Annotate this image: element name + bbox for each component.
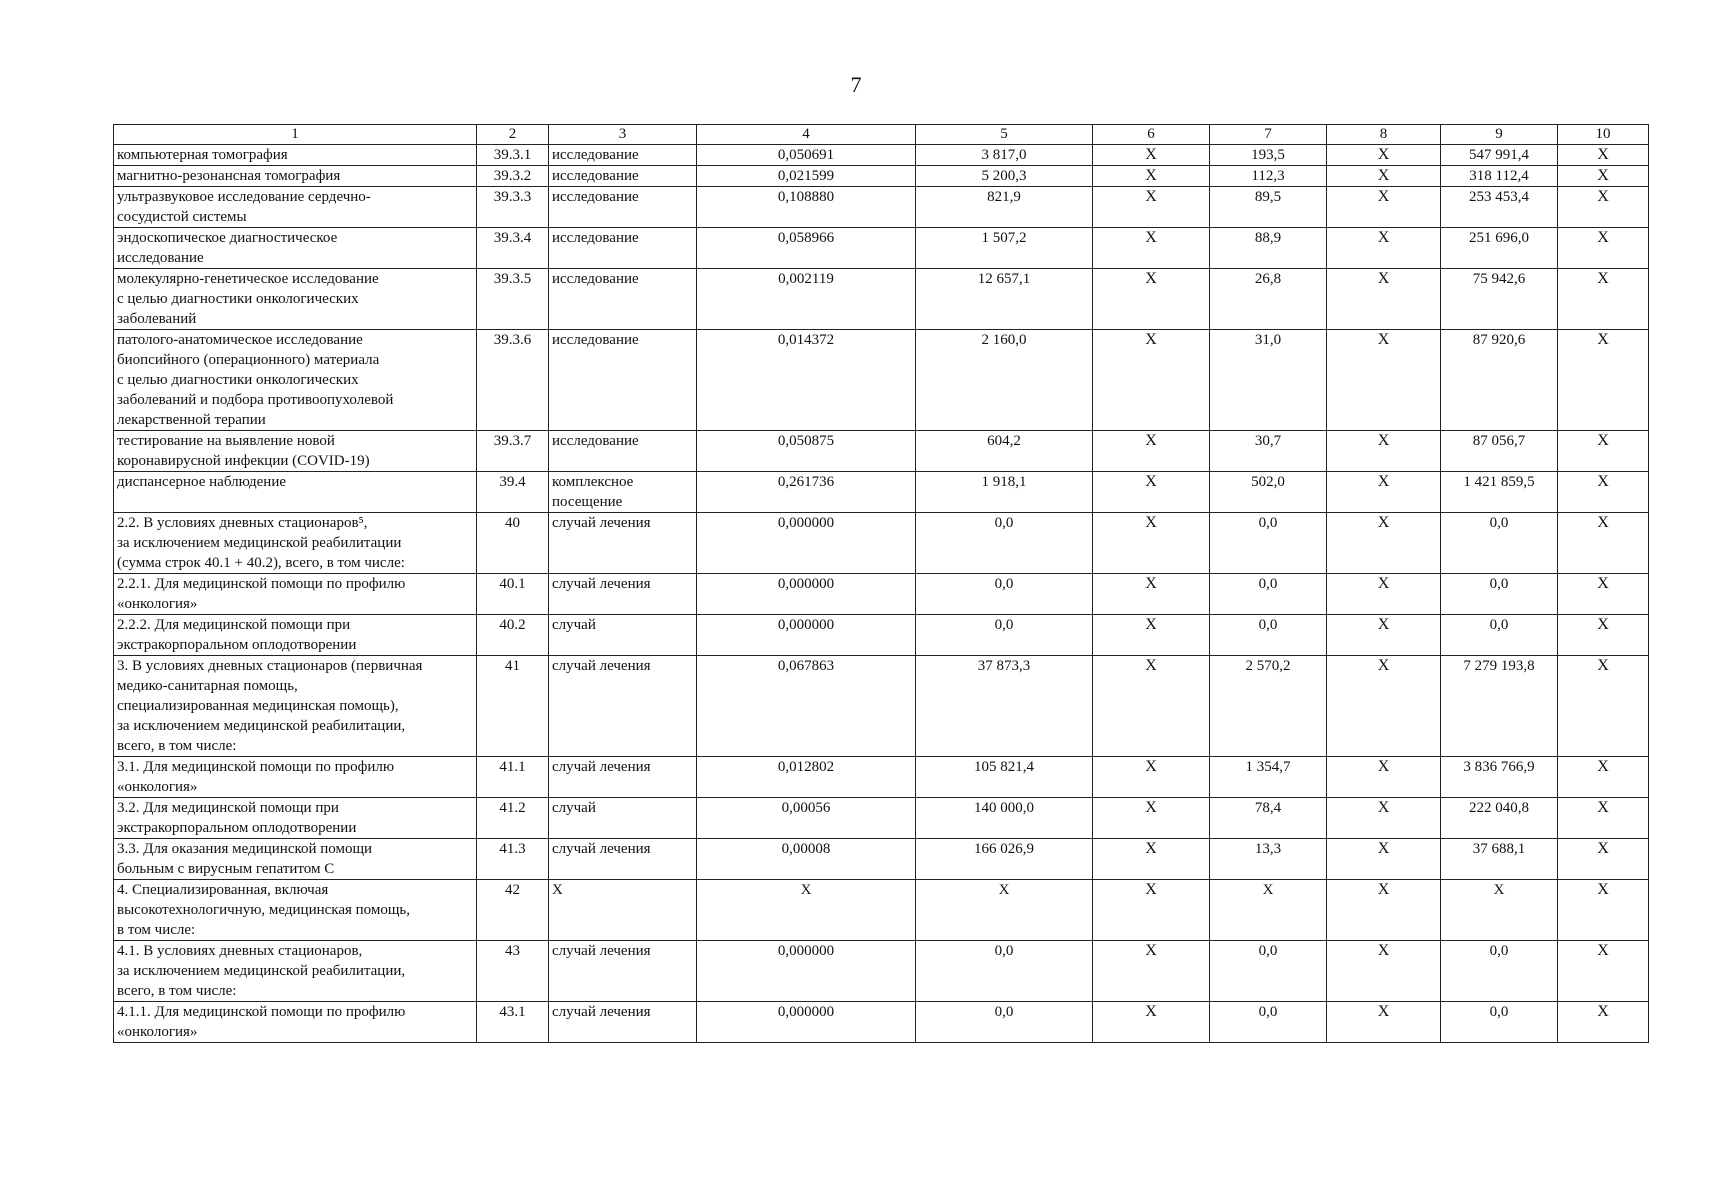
row-unit-cell: исследование xyxy=(549,228,697,269)
row-col4-cell: 0,067863 xyxy=(697,656,916,757)
row-code-cell: 43 xyxy=(477,941,549,1002)
row-col9-cell: 0,0 xyxy=(1441,941,1558,1002)
row-col4-cell: 0,050691 xyxy=(697,145,916,166)
row-col6-cell: X xyxy=(1093,798,1210,839)
row-col7-cell: 0,0 xyxy=(1210,574,1327,615)
row-col10-cell: X xyxy=(1558,513,1649,574)
row-col8-cell: X xyxy=(1327,1002,1441,1043)
row-name-cell: 4.1. В условиях дневных стационаров, за исключением медицинской реабилитации, всего, в том числе: xyxy=(114,941,477,1002)
row-name-cell: 4. Специализированная, включая высокотехнологичную, медицинская помощь, в том числе: xyxy=(114,880,477,941)
row-code-cell: 39.3.1 xyxy=(477,145,549,166)
table-row xyxy=(114,330,1649,431)
row-col10-cell: X xyxy=(1558,269,1649,330)
row-col4-cell: 0,000000 xyxy=(697,513,916,574)
row-name-cell: 3.3. Для оказания медицинской помощи больным с вирусным гепатитом С xyxy=(114,839,477,880)
row-col7-cell: 31,0 xyxy=(1210,330,1327,431)
row-col7-cell: 0,0 xyxy=(1210,513,1327,574)
row-code-cell: 39.3.2 xyxy=(477,166,549,187)
column-header: 3 xyxy=(549,125,697,145)
row-col7-cell: 0,0 xyxy=(1210,1002,1327,1043)
row-col6-cell: X xyxy=(1093,615,1210,656)
column-header: 10 xyxy=(1558,125,1649,145)
row-col10-cell: X xyxy=(1558,615,1649,656)
column-header: 2 xyxy=(477,125,549,145)
row-unit-cell: случай лечения xyxy=(549,839,697,880)
row-unit-cell: случай лечения xyxy=(549,513,697,574)
column-header-row xyxy=(114,125,1649,145)
row-col7-cell: 1 354,7 xyxy=(1210,757,1327,798)
table-row xyxy=(114,656,1649,757)
data-table xyxy=(113,124,1649,1043)
row-col4-cell: 0,000000 xyxy=(697,941,916,1002)
row-col10-cell: X xyxy=(1558,145,1649,166)
row-name-cell: 3. В условиях дневных стационаров (первичная медико-санитарная помощь, специализированная медицинская помощь), за исключением медицинской реабилитации, всего, в том числе: xyxy=(114,656,477,757)
row-col7-cell: 0,0 xyxy=(1210,941,1327,1002)
row-col8-cell: X xyxy=(1327,839,1441,880)
table-row xyxy=(114,757,1649,798)
row-col10-cell: X xyxy=(1558,757,1649,798)
row-name-cell: молекулярно-генетическое исследование с целью диагностики онкологических заболеваний xyxy=(114,269,477,330)
row-col9-cell: 222 040,8 xyxy=(1441,798,1558,839)
row-col5-cell: 37 873,3 xyxy=(916,656,1093,757)
column-header: 7 xyxy=(1210,125,1327,145)
column-header: 6 xyxy=(1093,125,1210,145)
row-unit-cell: исследование xyxy=(549,145,697,166)
row-name-cell: 2.2. В условиях дневных стационаров⁵, за исключением медицинской реабилитации (сумма строк 40.1 + 40.2), всего, в том числе: xyxy=(114,513,477,574)
table-row xyxy=(114,187,1649,228)
row-col7-cell: 112,3 xyxy=(1210,166,1327,187)
row-col5-cell: 0,0 xyxy=(916,574,1093,615)
row-unit-cell: исследование xyxy=(549,166,697,187)
row-col9-cell: 75 942,6 xyxy=(1441,269,1558,330)
row-col5-cell: 3 817,0 xyxy=(916,145,1093,166)
row-col8-cell: X xyxy=(1327,166,1441,187)
table-row xyxy=(114,145,1649,166)
row-col7-cell: 89,5 xyxy=(1210,187,1327,228)
row-name-cell: 2.2.1. Для медицинской помощи по профилю «онкология» xyxy=(114,574,477,615)
row-unit-cell: исследование xyxy=(549,269,697,330)
row-col10-cell: X xyxy=(1558,187,1649,228)
row-col5-cell: 2 160,0 xyxy=(916,330,1093,431)
row-col6-cell: X xyxy=(1093,941,1210,1002)
row-col10-cell: X xyxy=(1558,472,1649,513)
row-unit-cell: исследование xyxy=(549,431,697,472)
row-code-cell: 40.1 xyxy=(477,574,549,615)
row-col6-cell: X xyxy=(1093,839,1210,880)
row-unit-cell: случай лечения xyxy=(549,656,697,757)
row-col8-cell: X xyxy=(1327,574,1441,615)
row-unit-cell: X xyxy=(549,880,697,941)
row-col5-cell: 0,0 xyxy=(916,941,1093,1002)
row-col7-cell: 26,8 xyxy=(1210,269,1327,330)
row-name-cell: 4.1.1. Для медицинской помощи по профилю «онкология» xyxy=(114,1002,477,1043)
row-code-cell: 41.1 xyxy=(477,757,549,798)
row-col8-cell: X xyxy=(1327,513,1441,574)
row-col8-cell: X xyxy=(1327,880,1441,941)
row-col9-cell: 0,0 xyxy=(1441,574,1558,615)
row-name-cell: диспансерное наблюдение xyxy=(114,472,477,513)
row-col4-cell: 0,000000 xyxy=(697,615,916,656)
row-col8-cell: X xyxy=(1327,941,1441,1002)
table-row xyxy=(114,269,1649,330)
row-unit-cell: комплексное посещение xyxy=(549,472,697,513)
row-col4-cell: 0,000000 xyxy=(697,574,916,615)
row-name-cell: эндоскопическое диагностическое исследование xyxy=(114,228,477,269)
row-col5-cell: X xyxy=(916,880,1093,941)
row-col8-cell: X xyxy=(1327,656,1441,757)
row-col8-cell: X xyxy=(1327,187,1441,228)
page-number: 7 xyxy=(850,72,862,97)
column-header: 5 xyxy=(916,125,1093,145)
row-col9-cell: 253 453,4 xyxy=(1441,187,1558,228)
row-name-cell: компьютерная томография xyxy=(114,145,477,166)
row-unit-cell: случай лечения xyxy=(549,757,697,798)
row-col5-cell: 12 657,1 xyxy=(916,269,1093,330)
table-row xyxy=(114,615,1649,656)
row-col8-cell: X xyxy=(1327,330,1441,431)
table-row xyxy=(114,228,1649,269)
row-col7-cell: 30,7 xyxy=(1210,431,1327,472)
row-col5-cell: 140 000,0 xyxy=(916,798,1093,839)
row-col6-cell: X xyxy=(1093,228,1210,269)
table-row xyxy=(114,839,1649,880)
table-row xyxy=(114,880,1649,941)
row-col9-cell: 0,0 xyxy=(1441,513,1558,574)
row-code-cell: 41 xyxy=(477,656,549,757)
row-name-cell: 2.2.2. Для медицинской помощи при экстракорпоральном оплодотворении xyxy=(114,615,477,656)
table-row xyxy=(114,431,1649,472)
table-row xyxy=(114,574,1649,615)
row-col9-cell: 87 056,7 xyxy=(1441,431,1558,472)
column-header: 4 xyxy=(697,125,916,145)
table-row xyxy=(114,472,1649,513)
row-code-cell: 43.1 xyxy=(477,1002,549,1043)
row-col5-cell: 166 026,9 xyxy=(916,839,1093,880)
row-code-cell: 39.3.3 xyxy=(477,187,549,228)
row-col7-cell: 2 570,2 xyxy=(1210,656,1327,757)
row-col5-cell: 0,0 xyxy=(916,1002,1093,1043)
row-col6-cell: X xyxy=(1093,269,1210,330)
row-code-cell: 42 xyxy=(477,880,549,941)
row-col7-cell: 88,9 xyxy=(1210,228,1327,269)
row-col5-cell: 5 200,3 xyxy=(916,166,1093,187)
row-unit-cell: исследование xyxy=(549,187,697,228)
row-col4-cell: 0,050875 xyxy=(697,431,916,472)
row-col6-cell: X xyxy=(1093,656,1210,757)
table-row xyxy=(114,513,1649,574)
row-col4-cell: 0,000000 xyxy=(697,1002,916,1043)
table-row xyxy=(114,798,1649,839)
row-col4-cell: 0,058966 xyxy=(697,228,916,269)
row-col5-cell: 1 918,1 xyxy=(916,472,1093,513)
row-col6-cell: X xyxy=(1093,472,1210,513)
row-code-cell: 39.3.7 xyxy=(477,431,549,472)
row-col4-cell: X xyxy=(697,880,916,941)
row-col8-cell: X xyxy=(1327,798,1441,839)
row-col5-cell: 604,2 xyxy=(916,431,1093,472)
row-name-cell: ультразвуковое исследование сердечно- сосудистой системы xyxy=(114,187,477,228)
row-col10-cell: X xyxy=(1558,798,1649,839)
row-col7-cell: 193,5 xyxy=(1210,145,1327,166)
row-col7-cell: 0,0 xyxy=(1210,615,1327,656)
row-name-cell: 3.1. Для медицинской помощи по профилю «онкология» xyxy=(114,757,477,798)
row-col9-cell: 7 279 193,8 xyxy=(1441,656,1558,757)
table-row xyxy=(114,941,1649,1002)
row-col5-cell: 821,9 xyxy=(916,187,1093,228)
row-col7-cell: X xyxy=(1210,880,1327,941)
row-col4-cell: 0,108880 xyxy=(697,187,916,228)
row-col10-cell: X xyxy=(1558,228,1649,269)
row-code-cell: 39.3.5 xyxy=(477,269,549,330)
row-col9-cell: 0,0 xyxy=(1441,1002,1558,1043)
row-col7-cell: 502,0 xyxy=(1210,472,1327,513)
row-col8-cell: X xyxy=(1327,431,1441,472)
row-col4-cell: 0,014372 xyxy=(697,330,916,431)
row-col6-cell: X xyxy=(1093,880,1210,941)
row-name-cell: магнитно-резонансная томография xyxy=(114,166,477,187)
row-unit-cell: случай xyxy=(549,798,697,839)
row-col9-cell: 87 920,6 xyxy=(1441,330,1558,431)
row-col6-cell: X xyxy=(1093,330,1210,431)
column-header: 1 xyxy=(114,125,477,145)
row-col6-cell: X xyxy=(1093,166,1210,187)
row-col10-cell: X xyxy=(1558,880,1649,941)
row-col10-cell: X xyxy=(1558,656,1649,757)
row-col6-cell: X xyxy=(1093,1002,1210,1043)
row-col9-cell: X xyxy=(1441,880,1558,941)
row-col4-cell: 0,261736 xyxy=(697,472,916,513)
row-col8-cell: X xyxy=(1327,615,1441,656)
row-name-cell: 3.2. Для медицинской помощи при экстракорпоральном оплодотворении xyxy=(114,798,477,839)
row-col6-cell: X xyxy=(1093,513,1210,574)
row-col9-cell: 318 112,4 xyxy=(1441,166,1558,187)
row-col10-cell: X xyxy=(1558,1002,1649,1043)
row-col5-cell: 0,0 xyxy=(916,615,1093,656)
row-unit-cell: исследование xyxy=(549,330,697,431)
row-col5-cell: 1 507,2 xyxy=(916,228,1093,269)
row-col7-cell: 13,3 xyxy=(1210,839,1327,880)
row-col10-cell: X xyxy=(1558,431,1649,472)
row-col9-cell: 3 836 766,9 xyxy=(1441,757,1558,798)
row-unit-cell: случай xyxy=(549,615,697,656)
row-col9-cell: 547 991,4 xyxy=(1441,145,1558,166)
row-name-cell: патолого-анатомическое исследование биопсийного (операционного) материала с целью диагностики онкологических заболеваний и подбора противоопухолевой лекарственной терапии xyxy=(114,330,477,431)
row-code-cell: 40 xyxy=(477,513,549,574)
row-col4-cell: 0,002119 xyxy=(697,269,916,330)
row-code-cell: 39.3.4 xyxy=(477,228,549,269)
row-col7-cell: 78,4 xyxy=(1210,798,1327,839)
row-col6-cell: X xyxy=(1093,431,1210,472)
row-unit-cell: случай лечения xyxy=(549,1002,697,1043)
row-col10-cell: X xyxy=(1558,166,1649,187)
row-col10-cell: X xyxy=(1558,330,1649,431)
table-row xyxy=(114,1002,1649,1043)
row-col4-cell: 0,00056 xyxy=(697,798,916,839)
row-col9-cell: 1 421 859,5 xyxy=(1441,472,1558,513)
row-col8-cell: X xyxy=(1327,145,1441,166)
row-name-cell: тестирование на выявление новой коронавирусной инфекции (COVID-19) xyxy=(114,431,477,472)
row-col6-cell: X xyxy=(1093,574,1210,615)
row-unit-cell: случай лечения xyxy=(549,574,697,615)
row-col8-cell: X xyxy=(1327,228,1441,269)
row-unit-cell: случай лечения xyxy=(549,941,697,1002)
row-col10-cell: X xyxy=(1558,574,1649,615)
row-col10-cell: X xyxy=(1558,839,1649,880)
column-header: 8 xyxy=(1327,125,1441,145)
row-col9-cell: 251 696,0 xyxy=(1441,228,1558,269)
column-header: 9 xyxy=(1441,125,1558,145)
row-code-cell: 41.2 xyxy=(477,798,549,839)
table-body xyxy=(114,125,1649,1043)
row-code-cell: 39.3.6 xyxy=(477,330,549,431)
row-col6-cell: X xyxy=(1093,187,1210,228)
row-code-cell: 41.3 xyxy=(477,839,549,880)
row-col6-cell: X xyxy=(1093,757,1210,798)
row-col6-cell: X xyxy=(1093,145,1210,166)
row-col4-cell: 0,00008 xyxy=(697,839,916,880)
row-col4-cell: 0,021599 xyxy=(697,166,916,187)
row-col8-cell: X xyxy=(1327,269,1441,330)
table-row xyxy=(114,166,1649,187)
row-col8-cell: X xyxy=(1327,757,1441,798)
row-col9-cell: 0,0 xyxy=(1441,615,1558,656)
row-col8-cell: X xyxy=(1327,472,1441,513)
row-col5-cell: 105 821,4 xyxy=(916,757,1093,798)
row-col4-cell: 0,012802 xyxy=(697,757,916,798)
row-code-cell: 40.2 xyxy=(477,615,549,656)
row-col9-cell: 37 688,1 xyxy=(1441,839,1558,880)
row-col5-cell: 0,0 xyxy=(916,513,1093,574)
row-code-cell: 39.4 xyxy=(477,472,549,513)
row-col10-cell: X xyxy=(1558,941,1649,1002)
